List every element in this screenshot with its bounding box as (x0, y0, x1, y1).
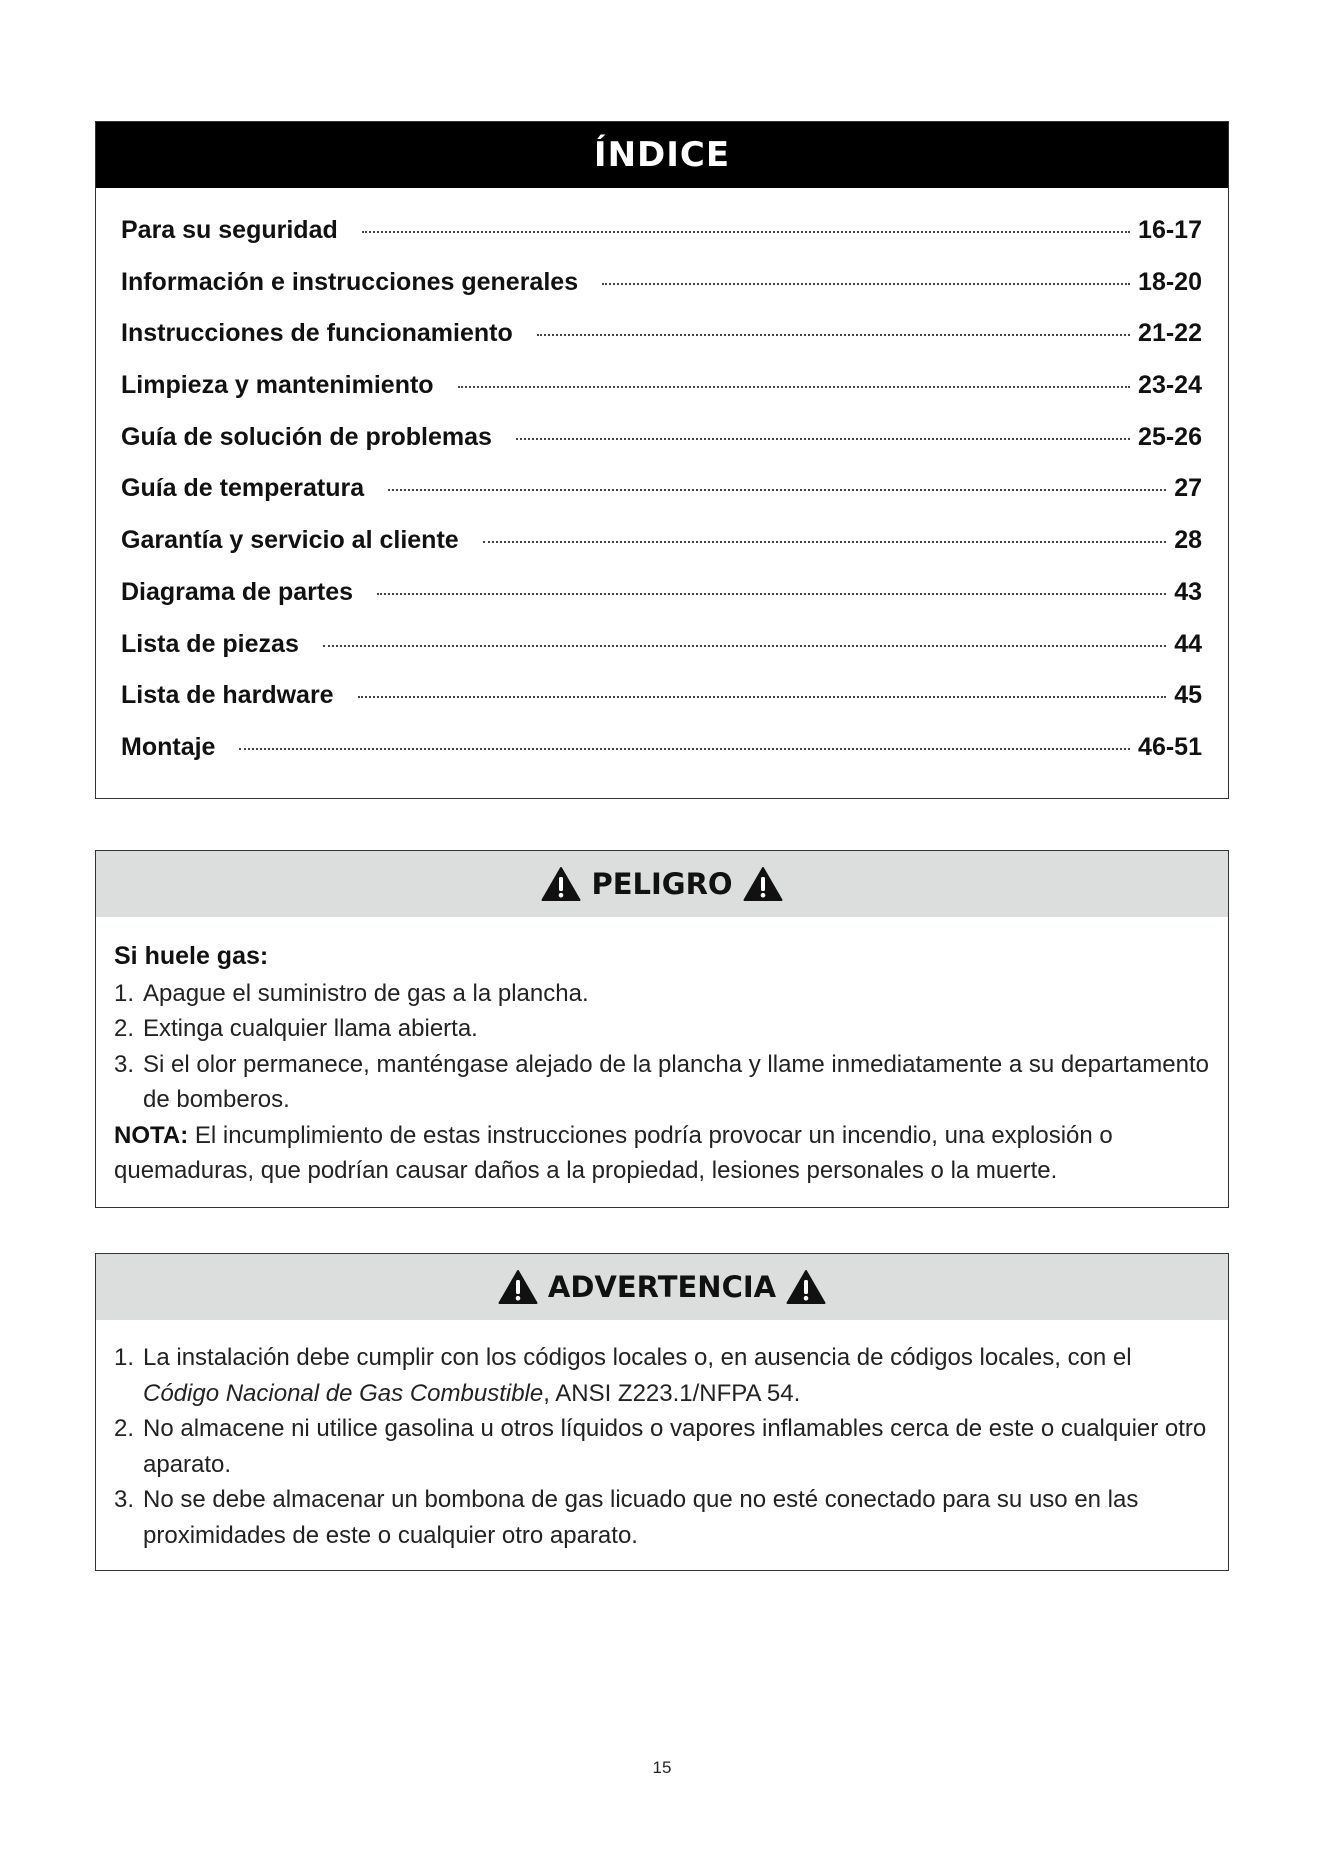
warning-header (96, 1254, 1228, 1320)
list-number: 3. (114, 1486, 135, 1513)
toc-item-pages: 46-51 (1138, 732, 1202, 761)
list-item (114, 1047, 1210, 1118)
list-text: No almacene ni utilice gasolina u otros líquidos o vapores inflamables cerca de este o cualquier otro aparato. (143, 1415, 1207, 1478)
toc-leader-dots (602, 283, 1130, 285)
page-number: 15 (652, 1758, 672, 1777)
toc-item (121, 319, 1202, 371)
list-item (114, 1011, 1210, 1047)
warning-steps (114, 1340, 1210, 1553)
item-text: La instalación debe cumplir con los códigos locales o, en ausencia de códigos locales, con el (143, 1344, 1132, 1371)
danger-header (96, 851, 1228, 917)
item-text: , ANSI Z223.1/NFPA 54. (543, 1379, 801, 1407)
toc-section (95, 121, 1229, 799)
toc-item-pages: 18-20 (1138, 267, 1202, 296)
list-text: Si el olor permanece, manténgase alejado de la plancha y llame inmediatamente a su departamento de bomberos. (143, 1050, 1209, 1113)
toc-item-title: Para su seguridad (121, 216, 338, 244)
danger-title: PELIGRO (591, 867, 733, 901)
toc-item-pages: 27 (1174, 474, 1202, 503)
toc-item-pages: 43 (1174, 577, 1202, 606)
toc-item-title: Garantía y servicio al cliente (121, 526, 459, 555)
toc-item-title: Limpieza y mantenimiento (121, 371, 434, 400)
warning-triangle-icon (541, 866, 581, 902)
list-text: Apague el suministro de gas a la plancha. (143, 979, 589, 1007)
toc-item-pages: 28 (1174, 526, 1202, 555)
list-item (114, 1340, 1210, 1411)
toc-list (96, 188, 1228, 785)
toc-title: ÍNDICE (593, 135, 731, 175)
toc-item (121, 423, 1202, 475)
toc-item (121, 630, 1202, 682)
danger-subtitle: Si huele gas: (114, 942, 269, 970)
toc-leader-dots (362, 231, 1130, 233)
warning-triangle-icon (498, 1269, 538, 1305)
toc-header (96, 122, 1228, 188)
toc-item-pages: 23-24 (1138, 371, 1202, 400)
toc-item-title: Guía de temperatura (121, 474, 365, 503)
danger-note (114, 1118, 1210, 1189)
toc-leader-dots (388, 489, 1166, 491)
list-item (114, 1482, 1210, 1553)
toc-item-pages: 21-22 (1138, 319, 1202, 348)
toc-item-title: Información e instrucciones generales (121, 267, 579, 296)
list-number: 1. (114, 1344, 135, 1371)
toc-item-title: Lista de piezas (121, 629, 299, 658)
toc-item (121, 526, 1202, 578)
toc-leader-dots (239, 748, 1130, 750)
toc-item (121, 371, 1202, 423)
note-text: El incumplimiento de estas instrucciones podría provocar un incendio, una explosión o quemaduras, que podrían causar daños a la propiedad, lesiones personales o la muerte. (114, 1121, 1113, 1184)
list-number: 1. (114, 979, 135, 1007)
danger-body (96, 917, 1228, 1189)
warning-triangle-icon (786, 1269, 826, 1305)
danger-steps (114, 976, 1210, 1118)
danger-section (95, 850, 1229, 1208)
list-text: No se debe almacenar un bombona de gas licuado que no esté conectado para su uso en las proximidades de este o cualquier otro aparato. (143, 1486, 1139, 1549)
toc-item-pages: 16-17 (1138, 216, 1202, 244)
toc-item-title: Lista de hardware (121, 681, 334, 710)
toc-leader-dots (458, 386, 1130, 388)
list-item (114, 1411, 1210, 1482)
toc-item-title: Diagrama de partes (121, 577, 354, 606)
toc-item-pages: 45 (1174, 681, 1202, 710)
toc-item-title: Guía de solución de problemas (121, 422, 492, 451)
warning-section (95, 1253, 1229, 1571)
code-name: Código Nacional de Gas Combustible (143, 1379, 544, 1407)
warning-triangle-icon (743, 866, 783, 902)
toc-item (121, 681, 1202, 733)
list-number: 2. (114, 1015, 135, 1042)
note-label: NOTA: (114, 1121, 189, 1149)
list-number: 2. (114, 1415, 135, 1442)
toc-leader-dots (323, 645, 1166, 647)
list-item (114, 976, 1210, 1012)
toc-leader-dots (483, 541, 1167, 543)
toc-item-pages: 44 (1174, 629, 1202, 658)
toc-item (121, 216, 1202, 268)
warning-title: ADVERTENCIA (547, 1270, 777, 1304)
warning-body (96, 1320, 1228, 1553)
toc-item (121, 474, 1202, 526)
toc-leader-dots (516, 438, 1130, 440)
toc-leader-dots (537, 334, 1130, 336)
list-number: 3. (114, 1050, 135, 1078)
toc-item (121, 578, 1202, 630)
toc-item-title: Montaje (121, 732, 216, 761)
list-text: Extinga cualquier llama abierta. (143, 1015, 478, 1042)
toc-leader-dots (358, 696, 1167, 698)
toc-item-title: Instrucciones de funcionamiento (121, 319, 513, 348)
toc-item (121, 268, 1202, 320)
toc-item-pages: 25-26 (1138, 422, 1202, 451)
toc-leader-dots (377, 593, 1166, 595)
list-text (143, 1340, 1210, 1411)
toc-item (121, 733, 1202, 785)
